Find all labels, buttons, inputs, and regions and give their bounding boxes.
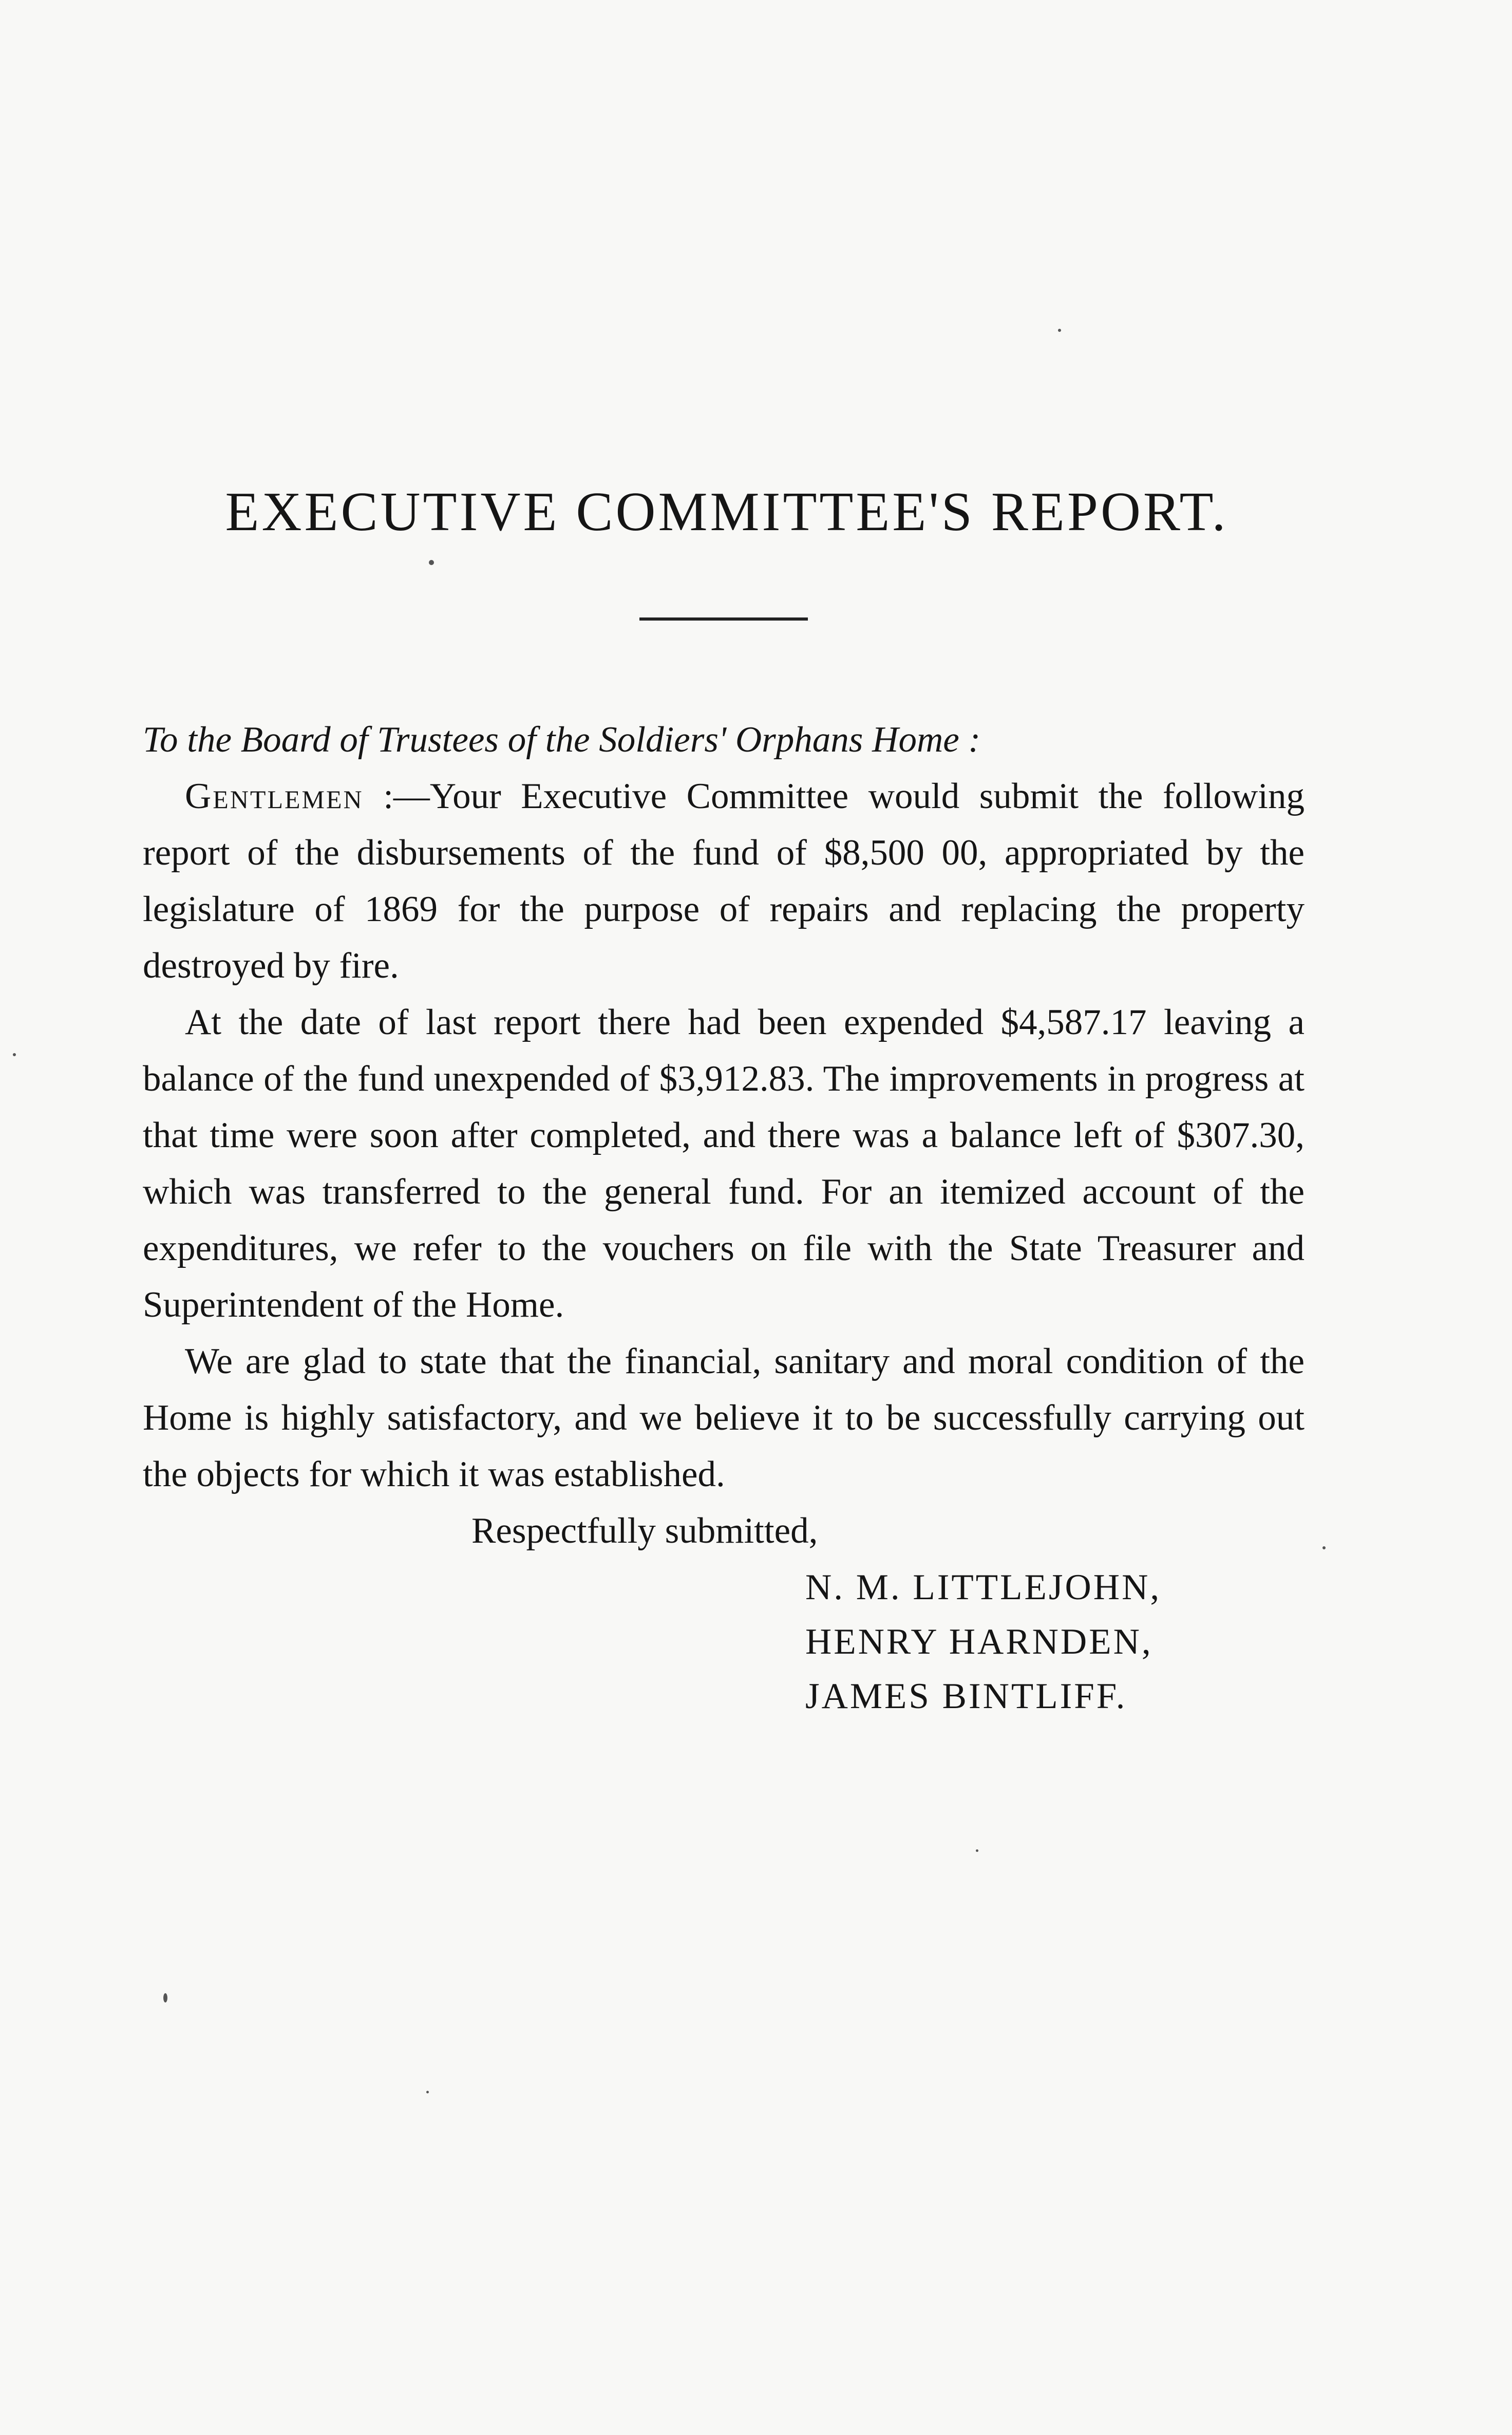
scan-speck <box>976 1849 978 1852</box>
report-body <box>143 711 1305 1722</box>
salutation-gentlemen: Gentlemen <box>185 776 364 816</box>
paragraph-disbursements-text: :—Your Executive Committee would submit the following report of the disbursements of the fund of $8,500 00, appropriated by the legislature of 1869 for the purpose of repairs and replacing the property destroyed by fire. <box>143 776 1305 986</box>
signatory-name: JAMES BINTLIFF. <box>805 1676 1127 1716</box>
scan-speck <box>426 2091 429 2093</box>
signature-block <box>143 1559 1305 1722</box>
closing-line: Respectfully submitted, <box>471 1511 818 1551</box>
title-divider <box>639 617 808 621</box>
paragraph-disbursements <box>143 768 1305 994</box>
signatory-name: N. M. LITTLEJOHN, <box>805 1567 1162 1607</box>
paragraph-condition: We are glad to state that the financial, sanitary and moral condition of the Home is highly satisfactory, and we believe it to be successfully carrying out the objects for which it was established. <box>143 1341 1305 1494</box>
paragraph-expenditures: At the date of last report there had been expended $4,587.17 leaving a balance of the fund unexpended of $3,912.83. The improvements in progress at that time were soon after completed, and there was a balance left of $307.30, which was transferred to the general fund. For an itemized account of the expenditures, we refer to the vouchers on file with the State Treasurer and Superintendent of the Home. <box>143 1002 1305 1325</box>
salutation: To the Board of Trustees of the Soldiers' Orphans Home : <box>143 720 981 760</box>
report-title: EXECUTIVE COMMITTEE'S REPORT. <box>225 481 1228 542</box>
signatory-name: HENRY HARNDEN, <box>805 1622 1153 1662</box>
scan-speck <box>1058 329 1061 332</box>
scan-speck <box>13 1053 16 1056</box>
scan-speck <box>429 560 434 565</box>
scan-speck <box>1322 1546 1326 1549</box>
scan-speck <box>163 1993 167 2002</box>
